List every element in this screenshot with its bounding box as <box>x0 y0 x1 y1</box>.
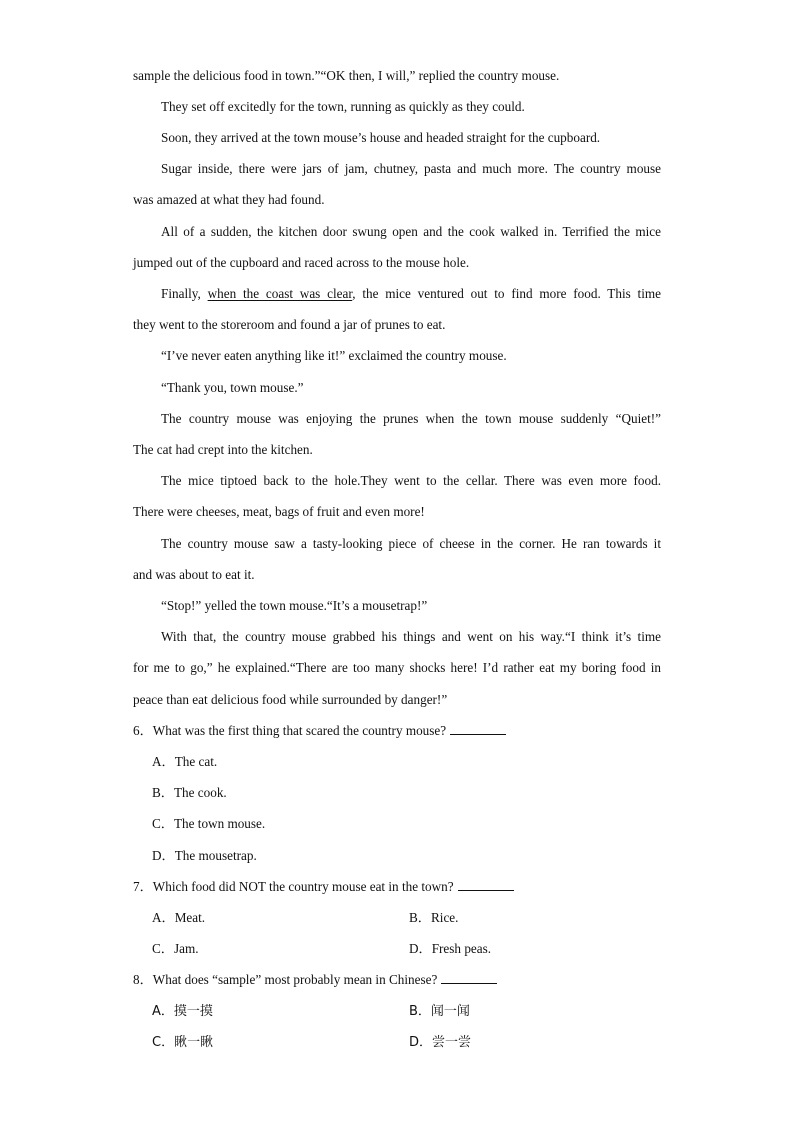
passage-line: The country mouse was enjoying the prunes when the town mouse suddenly “Quiet!” <box>161 411 661 426</box>
passage-text: , the mice ventured out to find more food. This time <box>352 286 661 301</box>
passage-line: The mice tiptoed back to the hole.They went to the cellar. There was even more food. <box>161 473 661 488</box>
q8-option-a[interactable]: A．摸一摸 <box>152 1004 213 1019</box>
passage-line: All of a sudden, the kitchen door swung open and the cook walked in. Terrified the mice <box>161 224 661 239</box>
passage-line: for me to go,” he explained.“There are too many shocks here! I’d rather eat my boring food in <box>133 660 661 675</box>
question-8-stem: 8．What does “sample” most probably mean in Chinese? <box>133 971 661 989</box>
passage-line: “Thank you, town mouse.” <box>161 380 304 395</box>
q8-option-d[interactable]: D．尝一尝 <box>409 1035 472 1050</box>
question-7-stem: 7．Which food did NOT the country mouse eat in the town? <box>133 878 661 896</box>
passage-line: Sugar inside, there were jars of jam, chutney, pasta and much more. The country mouse <box>161 161 661 176</box>
q8-option-c[interactable]: C．瞅一瞅 <box>152 1035 214 1050</box>
passage-line: The cat had crept into the kitchen. <box>133 442 313 457</box>
q6-option-b[interactable]: B．The cook. <box>152 785 227 800</box>
q8-option-b[interactable]: B．闻一闻 <box>409 1004 470 1019</box>
passage-line: was amazed at what they had found. <box>133 192 325 207</box>
passage-line: they went to the storeroom and found a jar of prunes to eat. <box>133 317 446 332</box>
answer-blank[interactable] <box>458 878 514 891</box>
passage-line-with-underline <box>161 285 661 303</box>
answer-blank[interactable] <box>441 971 497 984</box>
q7-option-c[interactable]: C．Jam. <box>152 941 199 956</box>
passage-line: jumped out of the cupboard and raced across to the mouse hole. <box>133 255 470 270</box>
passage-line: The country mouse saw a tasty-looking piece of cheese in the corner. He ran towards it <box>161 536 661 551</box>
passage-line: peace than eat delicious food while surrounded by danger!” <box>133 692 448 707</box>
q7-option-b[interactable]: B．Rice. <box>409 910 459 925</box>
answer-blank[interactable] <box>450 722 506 735</box>
passage-line: “I’ve never eaten anything like it!” exclaimed the country mouse. <box>161 348 507 363</box>
q7-option-d[interactable]: D．Fresh peas. <box>409 941 492 956</box>
passage-line: and was about to eat it. <box>133 567 255 582</box>
q6-option-d[interactable]: D．The mousetrap. <box>152 848 257 863</box>
passage-line: Soon, they arrived at the town mouse’s house and headed straight for the cupboard. <box>161 130 601 145</box>
passage-line: sample the delicious food in town.”“OK then, I will,” replied the country mouse. <box>133 68 560 83</box>
question-6-stem: 6．What was the first thing that scared the country mouse? <box>133 722 661 740</box>
passage-line: There were cheeses, meat, bags of fruit and even more! <box>133 504 425 519</box>
q6-option-c[interactable]: C．The town mouse. <box>152 816 266 831</box>
passage-line: They set off excitedly for the town, running as quickly as they could. <box>161 99 525 114</box>
passage-line: With that, the country mouse grabbed his things and went on his way.“I think it’s time <box>161 629 661 644</box>
passage-line: “Stop!” yelled the town mouse.“It’s a mousetrap!” <box>161 598 428 613</box>
q7-option-a[interactable]: A．Meat. <box>152 910 206 925</box>
underlined-phrase: when the coast was clear <box>207 286 353 301</box>
q6-option-a[interactable]: A．The cat. <box>152 754 218 769</box>
passage-text: Finally, <box>161 286 208 301</box>
